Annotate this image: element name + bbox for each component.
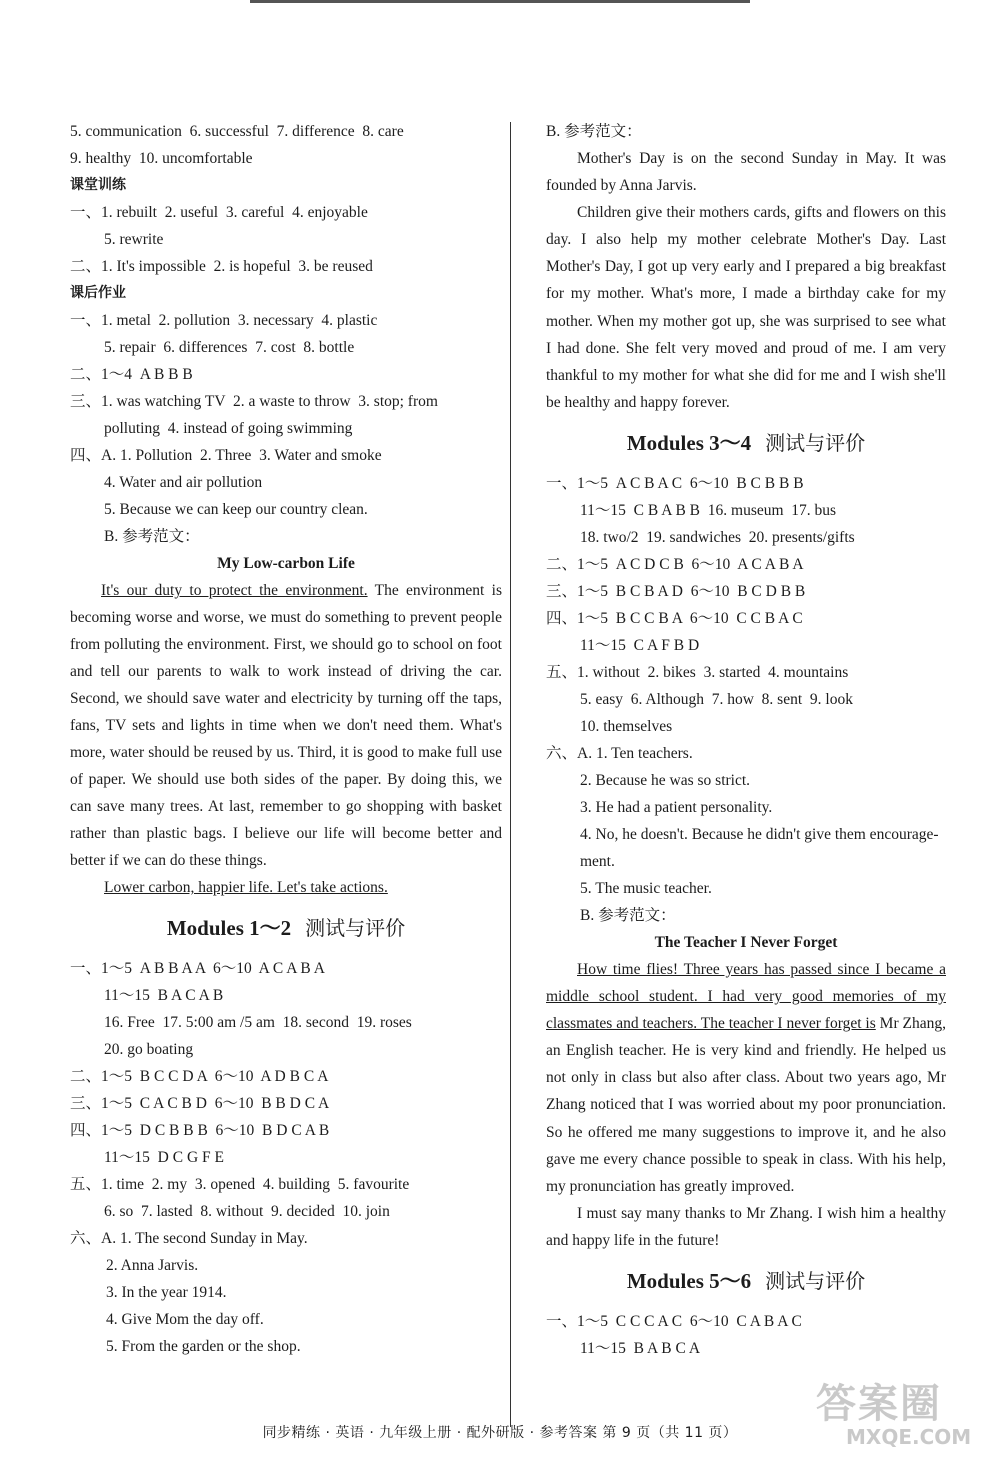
answer-line: 3. In the year 1914. [106,1284,227,1301]
answer-line: 5. communication 6. successful 7. difference 8. care [70,123,404,140]
essay-paragraph: Children give their mothers cards, gifts and flowers on this day. I also help my mother celebrate Mother's Day. Last Mother's Day, I got up very early and I prepared a big breakfast for my mother. What's more, I made a birthday cake for my mother. When my mother got up, she was surprised to see what I had done. She felt very moved and proud of me. I am very thankful to my mother for what she did for me and I wish she'll be healthy and happy forever. [546,204,946,411]
essay-underlined-sentence: How time flies! Three years has passed since I became a middle school student. I had very good memories of my classmates and teachers. The teacher I never forget is [546,960,946,1033]
answer-line: 二、1～4 A B B B [70,366,193,383]
answer-line: 一、1～5 A B B A A 6～10 A C A B A [70,960,325,977]
essay-text: Mr Zhang, an English teacher. He is very kind and friendly. He helped us not only in class but also after class. About two years ago, Mr Zhang noticed that I was worried about my poor pronunciation. So he offered me many suggestions to improve it, and he also gave me every chance possible to speak in class. With his help, my pronunciation has greatly improved. [546,1015,946,1195]
module-heading-5-6 [546,1254,946,1308]
answer-line: 一、1. metal 2. pollution 3. necessary 4. plastic [70,312,378,329]
answer-line: 5. The music teacher. [580,879,712,897]
left-column [70,118,502,1360]
page-footer: 同步精练 · 英语 · 九年级上册 · 配外研版 · 参考答案 第 9 页（共 11 页） [262,1425,738,1441]
module-title: Modules 1～2 [166,916,292,940]
module-title: Modules 5～6 [626,1268,752,1293]
answer-line: 三、1. was watching TV 2. a waste to throw 3. stop; from [70,393,438,410]
essay-underlined-sentence: It's our duty to protect the environment. [101,582,368,599]
answer-line: 11～15 D C G F E [104,1149,224,1166]
answer-line: 10. themselves [580,717,673,735]
answer-line: 二、1～5 A C D C B 6～10 A C A B A [546,555,804,573]
column-divider [510,122,511,1427]
answer-line: 二、1～5 B C C D A 6～10 A D B C A [70,1068,329,1085]
answer-line: 3. He had a patient personality. [580,798,773,816]
answer-line: 四、1～5 B C C B A 6～10 C C B A C [546,609,803,627]
answer-line: 16. Free 17. 5:00 am /5 am 18. second 19. roses [104,1014,412,1031]
module-subtitle: 测试与评价 [765,430,866,455]
module-heading-3-4 [546,416,946,470]
section-heading-class-practice: 课堂训练 [70,177,126,193]
answer-line: 2. Because he was so strict. [580,771,751,789]
watermark-text: 答案圈 [816,1381,942,1427]
essay-paragraph: Mother's Day is on the second Sunday in May. It was founded by Anna Jarvis. [546,150,946,195]
answer-line: 一、1. rebuilt 2. useful 3. careful 4. enjoyable [70,204,368,221]
essay-body [70,577,502,874]
answer-line: 2. Anna Jarvis. [106,1257,199,1274]
sample-essay-label: B. 参考范文： [580,906,676,924]
answer-line: 五、1. without 2. bikes 3. started 4. mountains [546,663,849,681]
answer-line: 9. healthy 10. uncomfortable [70,150,253,167]
answer-line: 六、A. 1. Ten teachers. [546,744,693,762]
essay-title: My Low-carbon Life [217,555,355,572]
answer-line: 三、1～5 B C B A D 6～10 B C D B B [546,582,806,600]
answer-line: 18. two/2 19. sandwiches 20. presents/gifts [580,528,855,546]
module-title: Modules 3～4 [626,430,752,455]
answer-line: 5. easy 6. Although 7. how 8. sent 9. look [580,690,853,708]
answer-line: 三、1～5 C A C B D 6～10 B B D C A [70,1095,330,1112]
answer-line: 6. so 7. lasted 8. without 9. decided 10. join [104,1203,390,1220]
answer-line: 五、1. time 2. my 3. opened 4. building 5. favourite [70,1176,410,1193]
answer-line: 4. No, he doesn't. Because he didn't give them encourage- [580,825,939,843]
right-column [546,118,946,1362]
module-subtitle: 测试与评价 [305,916,406,940]
answer-line: 二、1. It's impossible 2. is hopeful 3. be reused [70,258,373,275]
essay-paragraph: I must say many thanks to Mr Zhang. I wish him a healthy and happy life in the future! [546,1204,946,1249]
answer-line: 4. Water and air pollution [104,474,263,491]
answer-line: 5. From the garden or the shop. [106,1338,301,1355]
answer-line: 11～15 C B A B B 16. museum 17. bus [580,501,837,519]
sample-essay-label: B. 参考范文： [104,528,200,545]
answer-line: 11～15 C A F B D [580,636,700,654]
answer-line: 四、A. 1. Pollution 2. Three 3. Water and smoke [70,447,382,464]
answer-line: 一、1～5 A C B A C 6～10 B C B B B [546,474,804,492]
sample-essay-label: B. 参考范文： [546,123,642,140]
answer-line: 5. rewrite [104,231,164,248]
top-rule [250,0,750,3]
essay-closing [70,874,502,901]
essay-text: The environment is becoming worse and worse, we must do something to prevent people from polluting the environment. First, we should go to school on foot and tell our parents to walk to work instead of driving the car. Second, we should save water and electricity by turning off the taps, fans, TV sets and lights in time when we don't need them. What's more, water should be reused by us. Third, it is good to make full use of paper. We should use both sides of the paper. By doing this, we can save many trees. At last, remember to go shopping with basket rather than plastic bags. I believe our life will become better and better if we can do these things. [70,582,502,869]
answer-line: polluting 4. instead of going swimming [104,420,353,437]
answer-line: 5. Because we can keep our country clean. [104,501,368,518]
answer-line: 11～15 B A C A B [104,987,224,1004]
section-heading-homework: 课后作业 [70,285,126,301]
answer-line: 4. Give Mom the day off. [106,1311,264,1328]
answer-line: ment. [580,852,615,870]
answer-line: 5. repair 6. differences 7. cost 8. bottle [104,339,355,356]
watermark-logo [816,1372,986,1452]
answer-line: 11～15 B A B C A [580,1339,701,1357]
watermark-url: MXQE.COM [846,1425,972,1449]
essay-closing-text: Lower carbon, happier life. Let's take actions. [104,879,388,896]
answer-line: 20. go boating [104,1041,194,1058]
essay-body [546,956,946,1200]
answer-line: 六、A. 1. The second Sunday in May. [70,1230,308,1247]
answer-line: 四、1～5 D C B B B 6～10 B D C A B [70,1122,330,1139]
module-heading-1-2 [70,901,502,955]
module-subtitle: 测试与评价 [765,1268,866,1293]
essay-title: The Teacher I Never Forget [654,933,838,951]
answer-line: 一、1～5 C C C A C 6～10 C A B A C [546,1312,802,1330]
